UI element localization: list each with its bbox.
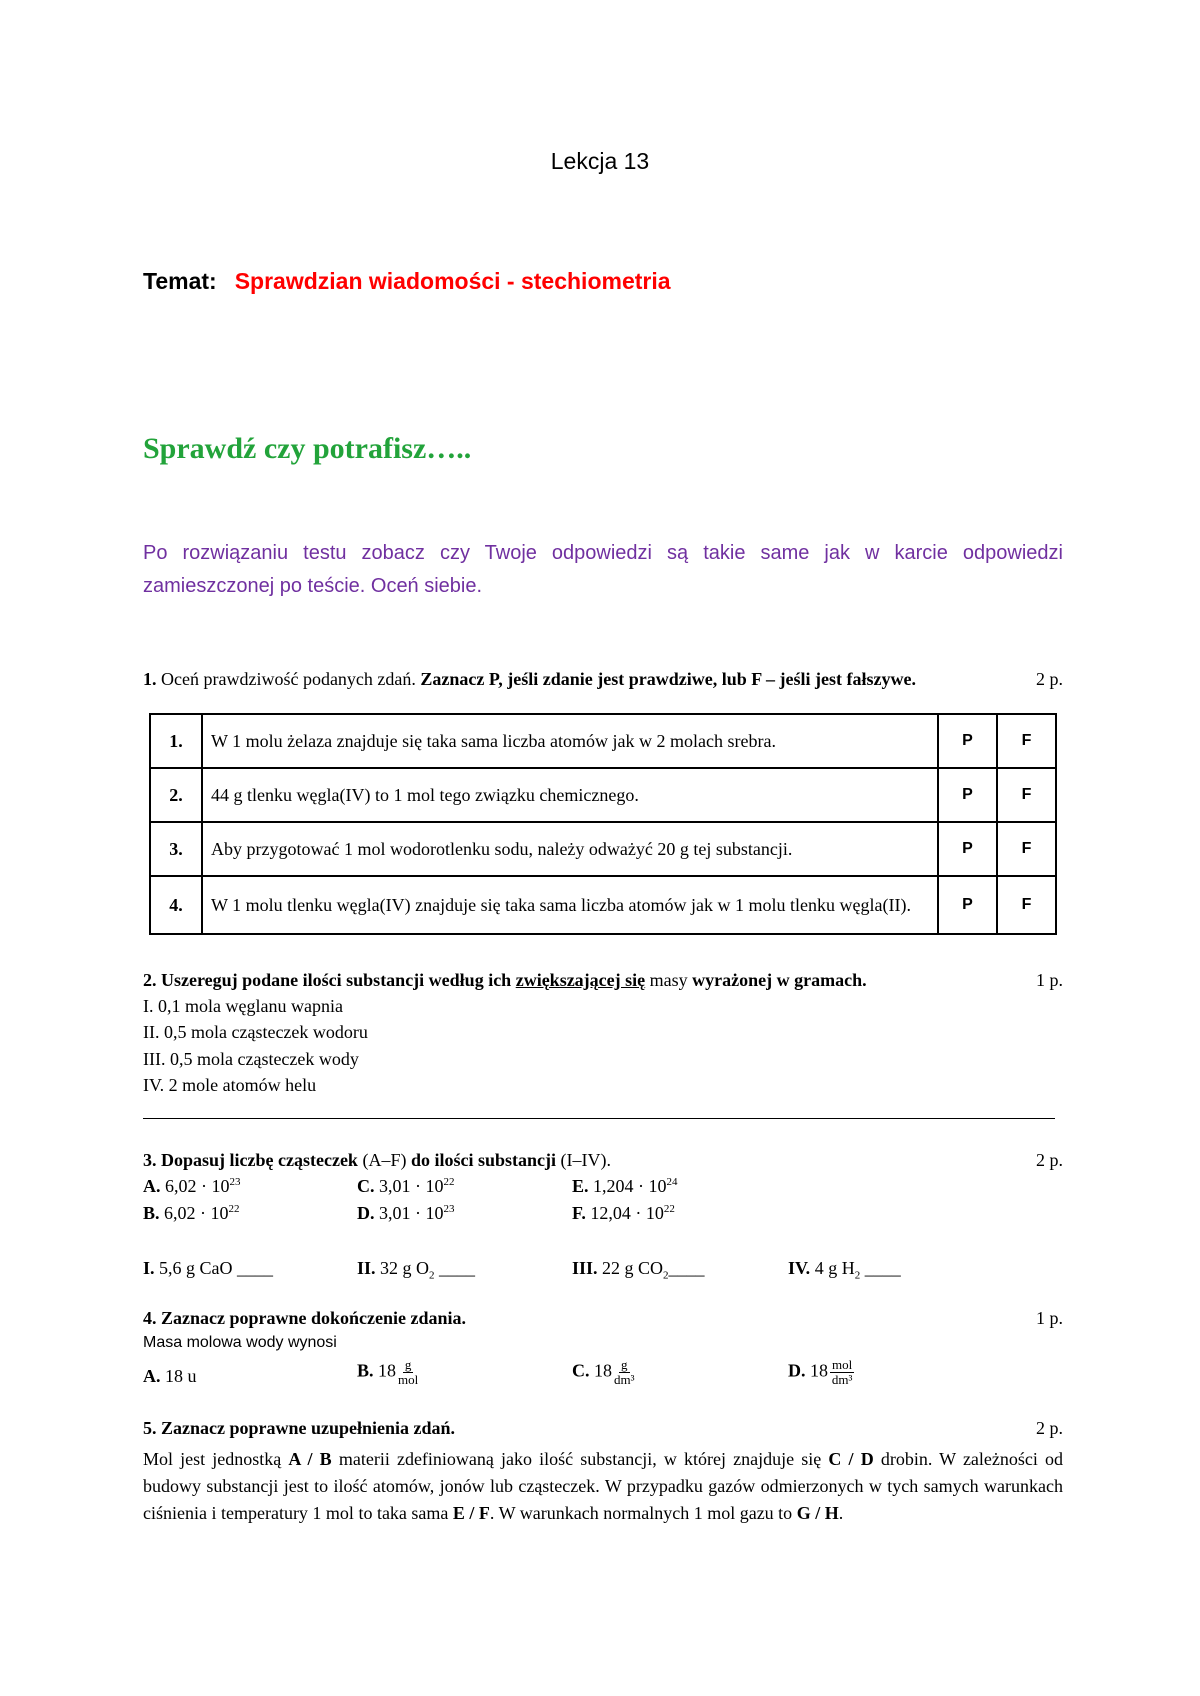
option-f[interactable]: F	[997, 876, 1056, 934]
option-f: F. $12,04 \cdot 10^{22}$	[572, 1203, 675, 1223]
option-a: A. $6,02 \cdot 10^{23}$	[143, 1176, 241, 1196]
answer-d[interactable]: D. 18 $\frac{\text{mol}}{\text{dm³}}$	[788, 1357, 853, 1387]
q5-paragraph: Mol jest jednostką A / B materii zdefiniowaną jako ilość substancji, w której znajduje się C / D drobin. W zależności od budowy substancji jest to ilość atomów, jonów lub cząsteczek. W przypadku gazów odmierzonych w tych samych warunkach ciśnienia i temperatury 1 mol to taka sama E / F. W warunkach normalnych 1 mol gazu to G / H.	[143, 1449, 1064, 1523]
question-1	[143, 669, 1063, 690]
list-item: III. 0,5 mola cząsteczek wody	[143, 1049, 359, 1069]
q2-text-underlined: zwiększającej się	[515, 970, 646, 990]
substance-i[interactable]: I. 5,6 g CaO ____	[143, 1258, 274, 1278]
choice-ab[interactable]: A / B	[288, 1449, 332, 1469]
answer-a[interactable]: A. 18 u	[143, 1366, 197, 1386]
option-c: C. $3,01 \cdot 10^{22}$	[357, 1176, 455, 1196]
q1-points: 2 p.	[1036, 669, 1063, 689]
q3-number: 3.	[143, 1150, 157, 1170]
q3-text-d: (I–IV).	[560, 1150, 611, 1170]
option-f[interactable]: F	[997, 822, 1056, 876]
option-p[interactable]: P	[938, 822, 997, 876]
section-heading: Sprawdź czy potrafisz…..	[143, 432, 472, 465]
q2-text-m: masy	[649, 970, 688, 990]
option-e: E. $1,204 \cdot 10^{24}$	[572, 1176, 678, 1196]
option-d: D. $3,01 \cdot 10^{23}$	[357, 1203, 455, 1223]
option-b: B. $6,02 \cdot 10^{22}$	[143, 1203, 240, 1223]
q1-instruction: Zaznacz P, jeśli zdanie jest prawdziwe, lub F – jeśli jest fałszywe.	[420, 669, 916, 689]
question-3	[143, 1150, 1063, 1171]
statement-text: 44 g tlenku węgla(IV) to 1 mol tego związku chemicznego.	[202, 768, 938, 822]
q4-number: 4.	[143, 1308, 157, 1328]
table-row	[150, 714, 1056, 768]
option-f[interactable]: F	[997, 768, 1056, 822]
list-item: IV. 2 mole atomów helu	[143, 1075, 317, 1095]
substance-iv[interactable]: IV. 4 g $H_2$ ____	[788, 1258, 901, 1282]
statement-text: Aby przygotować 1 mol wodorotlenku sodu, należy odważyć 20 g tej substancji.	[202, 822, 938, 876]
q3-text-c: do ilości substancji	[410, 1150, 556, 1170]
q1-number: 1.	[143, 669, 157, 689]
q4-text: Zaznacz poprawne dokończenie zdania.	[161, 1308, 467, 1328]
answer-c[interactable]: C. 18 $\frac{g}{\text{dm³}}$	[572, 1357, 635, 1387]
option-f[interactable]: F	[997, 714, 1056, 768]
true-false-table	[149, 713, 1057, 935]
statement-text: W 1 molu żelaza znajduje się taka sama liczba atomów jak w 2 molach srebra.	[202, 714, 938, 768]
table-row	[150, 768, 1056, 822]
row-number: 2.	[150, 768, 202, 822]
q3-points: 2 p.	[1036, 1150, 1063, 1170]
q2-text-b: wyrażonej w gramach.	[692, 970, 867, 990]
list-item: II. 0,5 mola cząsteczek wodoru	[143, 1022, 368, 1042]
substance-iii[interactable]: III. 22 g $CO_2\_\_\_\_$	[572, 1258, 705, 1282]
lesson-title: Lekcja 13	[550, 148, 650, 174]
question-5	[143, 1418, 1063, 1439]
q4-points: 1 p.	[1036, 1308, 1063, 1328]
table-row	[150, 822, 1056, 876]
table-row	[150, 876, 1056, 934]
question-2	[143, 970, 1063, 991]
choice-cd[interactable]: C / D	[828, 1449, 874, 1469]
q5-points: 2 p.	[1036, 1418, 1063, 1438]
list-item: I. 0,1 mola węglanu wapnia	[143, 996, 343, 1016]
q5-text: Zaznacz poprawne uzupełnienia zdań.	[161, 1418, 456, 1438]
choice-gh[interactable]: G / H	[796, 1503, 839, 1523]
q1-text: Oceń prawdziwość podanych zdań.	[161, 669, 416, 689]
q3-text-b: (A–F)	[362, 1150, 407, 1170]
q5-number: 5.	[143, 1418, 157, 1438]
topic-text: Sprawdzian wiadomości - stechiometria	[234, 268, 671, 294]
statement-text: W 1 molu tlenku węgla(IV) znajduje się taka sama liczba atomów jak w 1 molu tlenku węgla(II).	[202, 876, 938, 934]
intro-text: Po rozwiązaniu testu zobacz czy Twoje odpowiedzi są takie same jak w karcie odpowiedzi zamieszczonej po teście. Oceń siebie.	[143, 542, 1063, 597]
question-4	[143, 1308, 1063, 1329]
answer-line[interactable]	[143, 1118, 1055, 1119]
option-p[interactable]: P	[938, 768, 997, 822]
row-number: 4.	[150, 876, 202, 934]
choice-ef[interactable]: E / F	[452, 1503, 490, 1523]
q4-stem: Masa molowa wody wynosi	[143, 1334, 337, 1351]
topic-line	[143, 268, 671, 295]
option-p[interactable]: P	[938, 876, 997, 934]
q2-points: 1 p.	[1036, 970, 1063, 990]
answer-b[interactable]: B. 18 $\frac{g}{\text{mol}}$	[357, 1357, 419, 1387]
row-number: 1.	[150, 714, 202, 768]
option-p[interactable]: P	[938, 714, 997, 768]
row-number: 3.	[150, 822, 202, 876]
topic-label: Temat:	[143, 268, 217, 294]
q3-text-a: Dopasuj liczbę cząsteczek	[161, 1150, 358, 1170]
q2-text-a: 2. Uszereguj podane ilości substancji według ich	[143, 970, 512, 990]
substance-ii[interactable]: II. 32 g $O_2$ ____	[357, 1258, 476, 1282]
